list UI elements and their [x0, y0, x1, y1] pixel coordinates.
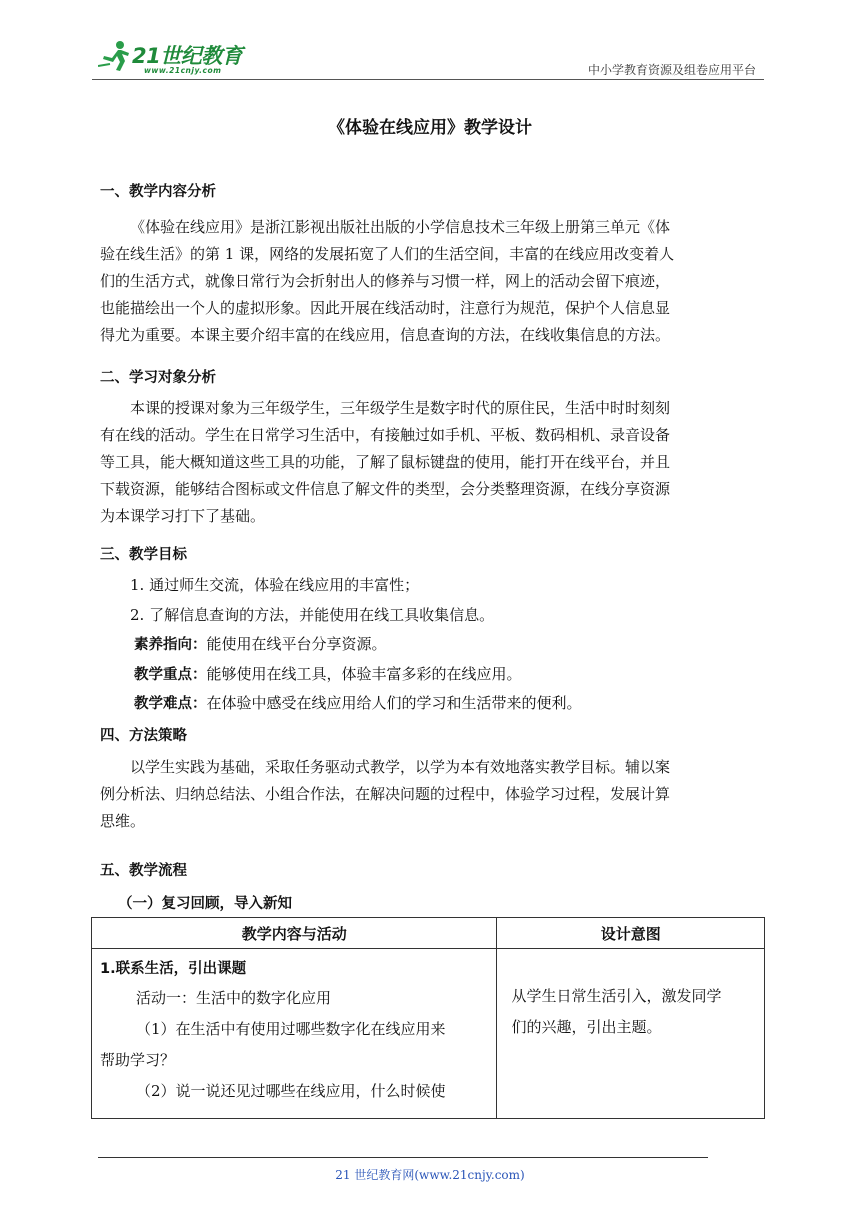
- text-line: 为本课学习打下了基础。: [100, 507, 266, 525]
- text-line: 《体验在线应用》是浙江影视出版社出版的小学信息技术三年级上册第三单元《体: [130, 218, 671, 236]
- table-cell-intent: [497, 949, 765, 1119]
- objective-1: 1. 通过师生交流，体验在线应用的丰富性；: [130, 576, 420, 594]
- cell-line: （1）在生活中有使用过哪些数字化在线应用来: [136, 1020, 446, 1038]
- paragraph-content-analysis: [100, 214, 764, 349]
- key-point-line: [134, 663, 522, 686]
- table-header-activities: 教学内容与活动: [92, 918, 497, 949]
- text-line: 们的生活方式，就像日常行为会折射出人的修养与习惯一样，网上的活动会留下痕迹，: [100, 272, 671, 290]
- footer-text: 21 世纪教育网(www.21cnjy.com): [335, 1168, 525, 1182]
- cell-line: 1.联系生活，引出课题: [100, 961, 247, 977]
- table-header-row: [92, 918, 765, 949]
- text-line: 验在线生活》的第 1 课，网络的发展拓宽了人们的生活空间，丰富的在线应用改变着人: [100, 245, 675, 263]
- section-heading-methods: 四、方法策略: [100, 728, 187, 744]
- cell-line: （2）说一说还见过哪些在线应用，什么时候使: [136, 1082, 446, 1100]
- platform-name: 中小学教育资源及组卷应用平台: [587, 63, 756, 77]
- section-heading-objectives: 三、教学目标: [100, 547, 187, 563]
- text-line: 以学生实践为基础，采取任务驱动式教学，以学为本有效地落实教学目标。辅以案: [130, 758, 671, 776]
- footer-divider: [98, 1157, 708, 1158]
- cell-line: 们的兴趣，引出主题。: [511, 1018, 662, 1036]
- paragraph-learner-analysis: [100, 395, 764, 530]
- difficulty-line: [134, 692, 582, 715]
- literacy-text: 能使用在线平台分享资源。: [206, 635, 387, 653]
- text-line: 思维。: [100, 812, 146, 830]
- text-line: 例分析法、归纳总结法、小组合作法，在解决问题的过程中，体验学习过程，发展计算: [100, 785, 671, 803]
- literacy-line: [134, 633, 387, 656]
- section-heading-content-analysis: 一、教学内容分析: [100, 184, 216, 200]
- literacy-label: 素养指向：: [134, 637, 207, 653]
- cell-line: 从学生日常生活引入，激发同学: [511, 987, 722, 1005]
- table-row: [92, 949, 765, 1119]
- logo-url: www.21cnjy.com: [144, 66, 222, 75]
- table-header-intent: 设计意图: [497, 918, 765, 949]
- key-point-text: 能够使用在线工具，体验丰富多彩的在线应用。: [206, 665, 522, 683]
- page-title: 《体验在线应用》教学设计: [328, 118, 532, 138]
- key-point-label: 教学重点：: [134, 667, 207, 683]
- text-line: 有在线的活动。学生在日常学习生活中，有接触过如手机、平板、数码相机、录音设备: [100, 426, 671, 444]
- header-divider: [92, 79, 764, 80]
- difficulty-label: 教学难点：: [134, 696, 207, 712]
- cell-line: 帮助学习？: [100, 1051, 176, 1069]
- text-line: 下载资源，能够结合图标或文件信息了解文件的类型，会分类整理资源，在线分享资源: [100, 480, 671, 498]
- text-line: 本课的授课对象为三年级学生，三年级学生是数字时代的原住民，生活中时时刻刻: [130, 399, 671, 417]
- logo-text: 21世纪教育: [132, 44, 243, 68]
- paragraph-methods: [100, 754, 764, 835]
- runner-logo-icon: [98, 40, 134, 72]
- subsection-heading: （一）复习回顾，导入新知: [118, 896, 292, 912]
- objective-2: 2. 了解信息查询的方法，并能使用在线工具收集信息。: [130, 606, 495, 624]
- text-line: 得尤为重要。本课主要介绍丰富的在线应用，信息查询的方法，在线收集信息的方法。: [100, 326, 671, 344]
- page-header: [92, 30, 764, 80]
- logo: [92, 36, 262, 76]
- table-cell-activities: [92, 949, 497, 1119]
- text-line: 等工具，能大概知道这些工具的功能，了解了鼠标键盘的使用，能打开在线平台，并且: [100, 453, 671, 471]
- section-heading-learner-analysis: 二、学习对象分析: [100, 370, 216, 386]
- text-line: 也能描绘出一个人的虚拟形象。因此开展在线活动时，注意行为规范，保护个人信息显: [100, 299, 671, 317]
- section-heading-process: 五、教学流程: [100, 863, 187, 879]
- teaching-flow-table: [91, 917, 765, 1119]
- cell-line: 活动一：生活中的数字化应用: [136, 989, 332, 1007]
- difficulty-text: 在体验中感受在线应用给人们的学习和生活带来的便利。: [206, 694, 582, 712]
